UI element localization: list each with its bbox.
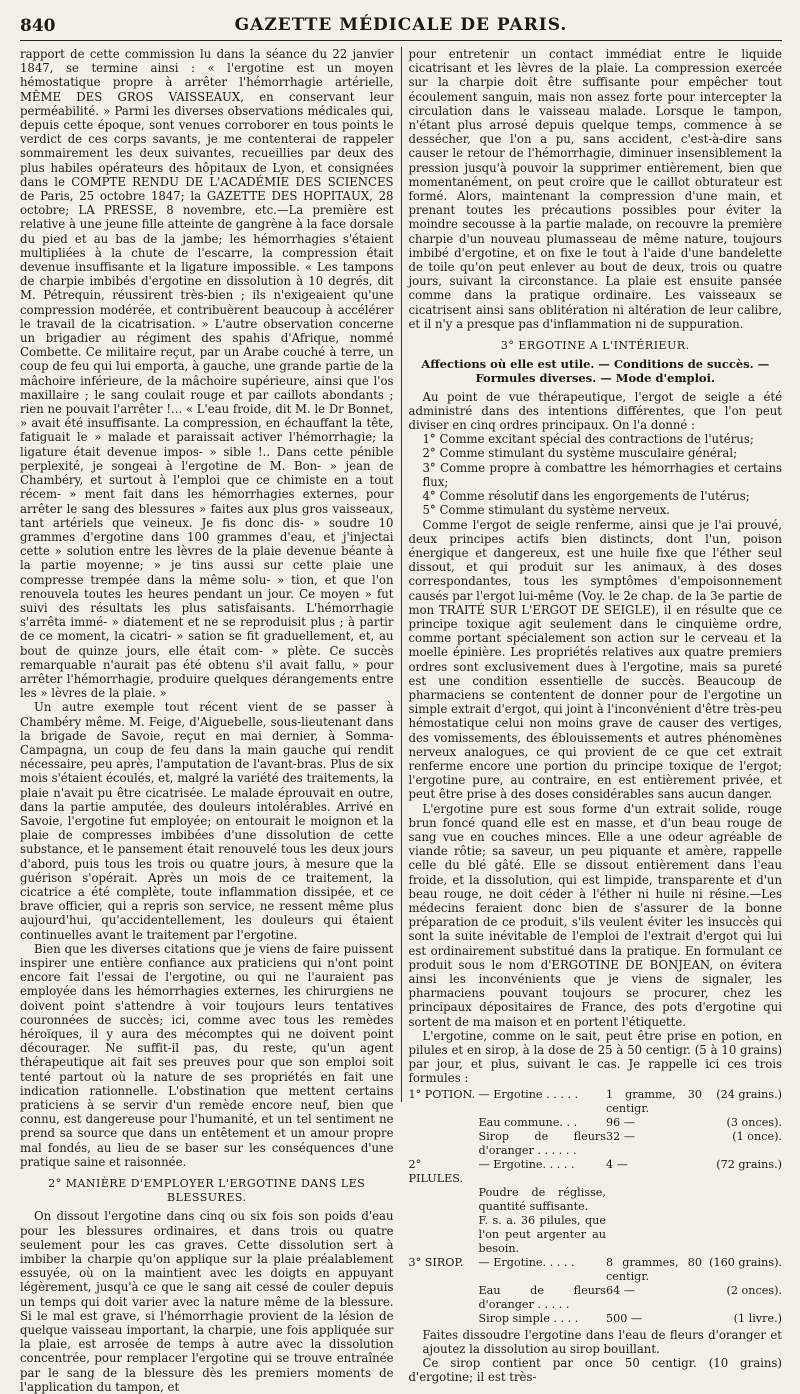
journal-title: GAZETTE MÉDICALE DE PARIS. — [234, 15, 568, 35]
formula-dose: 64 — — [606, 1283, 635, 1297]
formula-equiv: (1 once). — [732, 1129, 782, 1143]
formula-equiv: (2 onces). — [726, 1283, 782, 1297]
formula-name — [409, 1312, 479, 1326]
left-column — [20, 47, 394, 1394]
formula-note: Faites dissoudre l'ergotine dans l'eau de fleurs d'oranger et ajoutez la dissolution au sirop bouillant. — [422, 1327, 782, 1356]
formula-row — [409, 1284, 783, 1312]
paragraph: L'ergotine, comme on le sait, peut être prise en potion, en pilules et en sirop, à la dose de 25 à 50 centigr. (5 à 10 grains) par jour, et plus, suivant le cas. Je rappelle ici ces trois formules : — [408, 1028, 782, 1086]
indication-list — [409, 432, 783, 517]
paragraph: Au point de vue thérapeutique, l'ergot de seigle a été administré dans des intentions différentes, que l'on peut diviser en cinq ordres principaux. On l'a donné : — [408, 389, 782, 433]
formula-row — [409, 1116, 783, 1130]
page-number: 840 — [20, 16, 56, 36]
formula-name — [409, 1186, 479, 1214]
list-item: 4° Comme résolutif dans les engorgements de l'utérus; — [422, 489, 750, 504]
formula-dose — [606, 1186, 702, 1214]
formula-row — [409, 1088, 783, 1116]
formula-ingredient: Sirop simple . . . . — [478, 1311, 579, 1325]
formula-name — [409, 1214, 479, 1256]
formula-dose: 500 — — [606, 1311, 643, 1325]
formula-ingredient: Sirop de fleurs d'oranger . . . . . . — [478, 1129, 606, 1157]
paragraph: Un autre exemple tout récent vient de se passer à Chambéry même. M. Feige, d'Aiguebelle, sous-lieutenant dans la brigade de Savoie, reçut en mai dernier, à Somma-Campagna, un coup de feu dans la main gauche qui rendit nécessaire, peu après, l'amputation de l'avant-bras. Plus de six mois s'étaient écoulés, et, malgré la variété des traitements, la plaie n'avait pu être cicatrisée. Le malade éprouvait en outre, dans la partie amputée, des douleurs intolérables. Arrivé en Savoie, l'ergotine fut employée; on entourait le moignon et la plaie de compresses imbibées d'une dissolution de cette substance, et le pansement était renouvelé tous les deux jours d'abord, puis tous les trois ou quatre jours, à mesure que la guérison s'opérait. Après un mois de ce traitement, la cicatrice a été complète, toute inflammation dissipée, et ce brave officier, qui a repris son service, ne ressent même plus aujourd'hui, qu'accidentellement, les douleurs qui étaient continuelles avant le traitement par l'ergotine. — [20, 700, 394, 942]
columns — [20, 47, 782, 1394]
formula-dose: 4 — — [606, 1157, 628, 1171]
formula-table — [409, 1088, 783, 1326]
formula-ingredient: — Ergotine. . . . . — [478, 1157, 575, 1171]
formula-row — [409, 1130, 783, 1158]
formula-name — [409, 1130, 479, 1158]
formula-name: 1° POTION. — [408, 1087, 476, 1101]
paragraph: rapport de cette commission lu dans la séance du 22 janvier 1847, se termine ainsi : « l'ergotine est un moyen hémostatique propre à arrêter l'hémorrhagie artérielle, MÊME DES GROS VAISSEAUX, en conservant leur perméabilité. » Parmi les diverses observations médicales qui, depuis cette époque, sont venues corroborer en tous points le verdict de ces corps savants, je me contenterai de rappeler sommairement les deux suivantes, recueillies par deux des plus habiles opérateurs des hôpitaux de Lyon, et consignées dans le COMPTE RENDU DE L'ACADÉMIE DES SCIENCES de Paris, 25 octobre 1847; la GAZETTE DES HOPITAUX, 28 octobre; LA PRESSE, 8 novembre, etc.—La première est relative à une jeune fille atteinte de gangrène à la face dorsale du pied et au bas de la jambe; les hémorrhagies s'étaient multipliées à la chute de l'escarre, la compression était devenue insuffisante et la ligature impossible. « Les tampons de charpie imbibés d'ergotine en dissolution à 10 degrés, dit M. Pétrequin, réussirent très-bien ; ils n'exigeaient qu'une compression modérée, et contribuèrent beaucoup à accélérer le travail de la cicatrisation. » L'autre observation concerne un brigadier au régiment des spahis d'Afrique, nommé Combette. Ce militaire reçut, par un Arabe couché à terre, un coup de feu qui lui emporta, à gauche, une grande partie de la mâchoire inférieure, de la mâchoire supérieure, ainsi que l'os maxillaire ; le sang coulait rouge et par caillots abondants ; rien ne pouvait l'arrêter !... « L'eau froide, dit M. le Dr Bonnet, » avait été insuffisante. La compression, en échauffant la tête, fatiguait le » malade et paraissait activer l'hémorrhagie; la ligature était devenue impos- » sible !.. Dans cette pénible perplexité, je songeai à l'ergotine de M. Bon- » jean de Chambéry, et surtout à l'emploi que ce chimiste en a tout récem- » ment fait dans les hémorrhagies externes, pour arrêter le sang des blessures » faites aux plus gros vaisseaux, tant artériels que veineux. Je fis donc dis- » soudre 10 grammes d'ergotine dans 100 grammes d'eau, et j'injectai cette » solution entre les lèvres de la plaie devenue béante à la partie moyenne; » je tins aussi sur cette plaie une compresse trempée dans la même solu- » tion, et que l'on renouvela toutes les heures pendant un jour. Ce moyen » fut suivi des résultats les plus satisfaisants. L'hémorrhagie s'arrêta immé- » diatement et ne se reproduisit plus ; à partir de ce moment, la cicatri- » sation se fit graduellement, et, au bout de quinze jours, elle était com- » plète. Ce succès remarquable n'aurait pas été obtenu s'il avait fallu, » pour arrêter l'hémorrhagie, produire quelques dérangements entre les » lèvres de la plaie. » — [20, 47, 394, 701]
formula-dose: 96 — — [606, 1115, 635, 1129]
column-divider — [401, 47, 402, 1102]
formula-row — [409, 1214, 783, 1256]
formula-name — [409, 1116, 479, 1130]
list-item: 3° Comme propre à combattre les hémorrhagies et certains flux; — [422, 460, 782, 489]
page-header — [20, 14, 782, 41]
right-column — [408, 47, 783, 1385]
paragraph: On dissout l'ergotine dans cinq ou six fois son poids d'eau pour les blessures ordinaires, et dans trois ou quatre seulement pour les cas graves. Cette dissolution sert à imbiber la charpie qu'on applique sur la plaie préalablement essuyée, où on la maintient avec les doigts en appuyant légèrement, jusqu'à ce que le sang ait cessé de couler depuis un temps qui doit varier avec la nature même de la blessure. Si le mal est grave, si l'hémorrhagie provient de la lésion de quelque vaisseau important, la charpie, une fois appliquée sur la plaie, est arrosée de temps à autre avec la dissolution concentrée, pour remplacer l'ergotine qui se trouve entraînée par le sang de la blessure dès les premiers moments de l'application du tampon, et — [20, 1209, 394, 1394]
formula-equiv: (3 onces). — [726, 1115, 782, 1129]
formula-equiv — [702, 1186, 782, 1214]
formula-equiv: (72 grains.) — [716, 1157, 782, 1171]
formula-dose: 8 grammes, 80 centigr. — [606, 1255, 702, 1283]
formula-ingredient: Eau de fleurs d'oranger . . . . . — [478, 1283, 606, 1311]
formula-dose: 32 — — [606, 1129, 635, 1143]
formula-row — [409, 1256, 783, 1284]
formula-ingredient: — Ergotine . . . . . — [478, 1087, 579, 1101]
formula-equiv: (24 grains.) — [716, 1087, 782, 1101]
formula-row — [409, 1158, 783, 1186]
paragraph: pour entretenir un contact immédiat entre le liquide cicatrisant et les lèvres de la plaie. La compression exercée sur la charpie doit être suffisante pour empêcher tout écoulement sanguin, mais non assez forte pour intercepter la circulation dans le vaisseau malade. Lorsque le tampon, n'étant plus arrosé depuis quelque temps, commence à se dessécher, que l'on a pu, sans accident, c'est-à-dire sans causer le retour de l'hémorrhagie, diminuer insensiblement la pression jusqu'à pouvoir la supprimer entièrement, bien que momentanément, on peut croire que le caillot obturateur est formé. Alors, maintenant la compression d'une main, et prenant toutes les précautions possibles pour éviter la moindre secousse à la partie malade, on recouvre la première charpie d'un nouveau plumasseau de même nature, toujours imbibé d'ergotine, et on fixe le tout à l'aide d'une bandelette de toile qu'on peut enlever au bout de deux, trois ou quatre jours, suivant la circonstance. La plaie est ensuite pansée comme dans la pratique ordinaire. Les vaisseaux se cicatrisent ainsi sans oblitération ni altération de leur calibre, et il n'y a presque pas d'inflammation ni de suppuration. — [408, 47, 782, 331]
formula-row — [409, 1312, 783, 1326]
paragraph: Bien que les diverses citations que je viens de faire puissent inspirer une entière confiance aux praticiens qui n'ont point encore fait l'essai de l'ergotine, ou qui ne l'auraient pas employée dans les hémorrhagies externes, les chirurgiens ne doivent point s'attendre à voir toujours leurs tentatives couronnées de succès; ici, comme avec tous les remèdes héroïques, il y aura des mécomptes qui ne doivent point décourager. Ne suffit-il pas, du reste, qu'un agent thérapeutique ait fait ses preuves pour que son emploi soit tenté partout où la nature de ses propriétés en fait une indication rationnelle. L'obstination que mettent certains praticiens à se servir d'un remède encore neuf, bien que connu, est dangereuse pour l'humanité, et un tel sentiment ne prend sa source que dans un entêtement et un amour propre mal fondés, au lieu de se baser sur les conséquences d'une pratique saine et raisonnée. — [20, 941, 394, 1169]
formula-dose — [606, 1214, 702, 1256]
formula-ingredient: — Ergotine. . . . . — [478, 1255, 575, 1269]
formula-equiv: (1 livre.) — [733, 1311, 782, 1325]
formula-ingredient: Eau commune. . . — [478, 1115, 578, 1129]
section-subtitle: Affections où elle est utile. — Conditions de succès. — Formules diverses. — Mode d'emploi. — [421, 357, 770, 386]
formula-ingredient: F. s. a. 36 pilules, que l'on peut argenter au besoin. — [478, 1213, 606, 1255]
formula-equiv: (160 grains). — [709, 1255, 782, 1269]
list-item: 1° Comme excitant spécial des contractions de l'utérus; — [422, 432, 754, 447]
list-item: 2° Comme stimulant du système musculaire général; — [422, 446, 738, 461]
section-heading: 2° MANIÈRE D'EMPLOYER L'ERGOTINE DANS LES BLESSURES. — [48, 1177, 366, 1205]
list-item: 5° Comme stimulant du système nerveux. — [422, 503, 670, 518]
paragraph: L'ergotine pure est sous forme d'un extrait solide, rouge brun foncé quand elle est en masse, et d'un beau rouge de sang vue en couches minces. Elle a une odeur agréable de viande rôtie; sa saveur, un peu piquante et amère, rappelle celle du blé gâté. Elle se dissout entièrement dans l'eau froide, et la dissolution, qui est limpide, transparente et d'un beau rouge, ne doit céder à l'éther ni huile ni résine.—Les médecins feraient donc bien de s'assurer de la bonne préparation de ce produit, s'ils veulent éviter les insuccès qui sont la suite inévitable de l'emploi de l'extrait d'ergot qui lui est ordinairement substitué dans la pratique. En formulant ce produit sous le nom d'ERGOTINE DE BONJEAN, on évitera ainsi les inconvénients que je viens de signaler, les pharmaciens pouvant toujours se procurer, chez les principaux dépositaires de France, des pots d'ergotine qui sortent de ma maison et en portent l'étiquette. — [408, 801, 782, 1029]
section-heading: 3° ERGOTINE A L'INTÉRIEUR. — [500, 339, 690, 353]
formula-ingredient: Poudre de réglisse, quantité suffisante. — [478, 1185, 606, 1213]
formula-name: 2° PILULES. — [408, 1157, 464, 1185]
formula-dose: 1 gramme, 30 centigr. — [606, 1087, 702, 1115]
paragraph: Comme l'ergot de seigle renferme, ainsi que je l'ai prouvé, deux principes actifs bien distincts, dont l'un, poison énergique et dangereux, est une huile fixe que l'éther seul dissout, et qui produit sur les animaux, à des doses correspondantes, tous les symptômes d'empoisonnement causés par l'ergot lui-même (Voy. le 2e chap. de la 3e partie de mon TRAITÉ SUR L'ERGOT DE SEIGLE), il en résulte que ce principe toxique agit seulement dans le cinquième ordre, comme portant spécialement son action sur le cerveau et la moelle épinière. Les propriétés relatives aux quatre premiers ordres sont exclusivement dues à l'ergotine, mais sa pureté est une condition essentielle de succès. Beaucoup de pharmaciens se contentent de donner pour de l'ergotine un simple extrait d'ergot, qui joint à l'inconvénient d'être très-peu hémostatique celui non moins grave de causer des vertiges, des vomissements, des éblouissements et autres phénomènes nerveux analogues, ce qui provient de ce que cet extrait renferme encore une portion du principe toxique de l'ergot; l'ergotine pure, au contraire, en est entièrement privée, et peut être prise à des doses considérables sans aucun danger. — [408, 517, 782, 802]
formula-row — [409, 1186, 783, 1214]
paragraph: Ce sirop contient par once 50 centigr. (10 grains) d'ergotine; il est très- — [408, 1356, 782, 1385]
formula-equiv — [702, 1214, 782, 1256]
formula-name — [409, 1284, 479, 1312]
formula-name: 3° SIROP. — [408, 1255, 464, 1269]
